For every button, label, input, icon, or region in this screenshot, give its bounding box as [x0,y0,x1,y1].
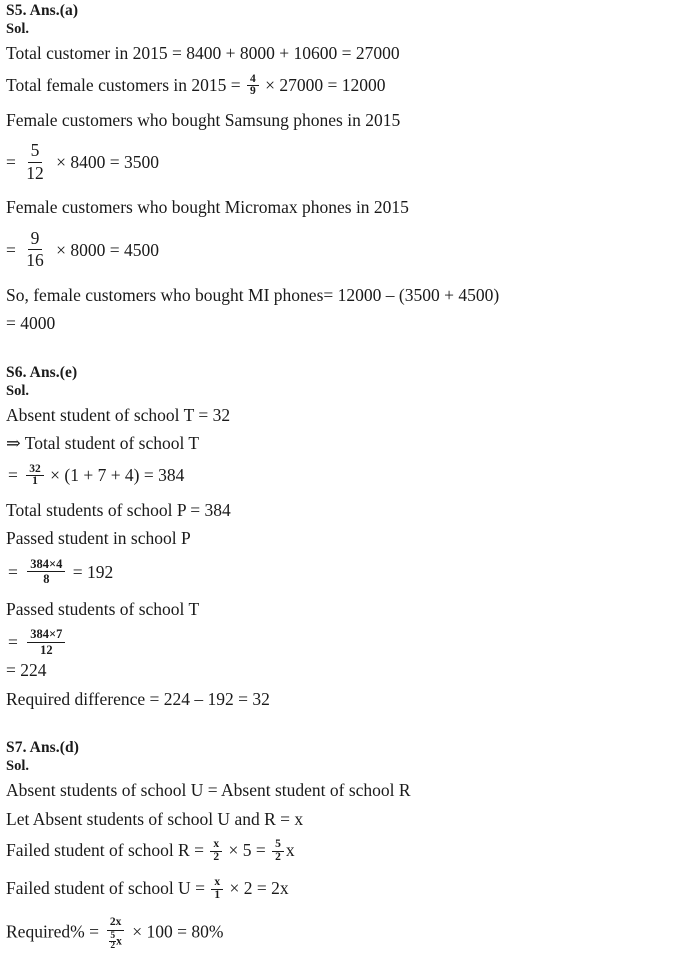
s7-line1-text: Absent students of school U = Absent student of school R [6,780,411,800]
solution-block-s7 [6,739,676,958]
fraction-denominator: 16 [26,250,44,270]
s5-line-micromax-label [6,193,676,222]
s6-line-passed-p-calc [6,553,676,595]
answer-heading-s6: S6. Ans.(e) [6,363,78,381]
block-spacer [6,713,676,739]
s5-line-mi-phones [6,281,676,310]
s6-line-total-t-calc [6,458,676,496]
s5-line1-text: Total customer in 2015 = 8400 + 8000 + 10600 = 27000 [6,43,400,63]
answer-heading-s7: S7. Ans.(d) [6,739,80,756]
fraction-9-over-16 [23,227,47,270]
fraction-denominator: 2 [275,850,281,863]
s5-line2-post: × 27000 = 12000 [265,74,386,95]
fraction-5-over-12 [23,142,47,182]
fraction-denominator: 1 [214,888,221,901]
solution-block-s5 [6,2,676,338]
s5-line-result [6,309,676,338]
s5-line7-text: So, female customers who bought MI phones= 12000 – (3500 + 4500) [6,284,500,305]
s5-line4-post: × 8400 = 3500 [56,152,159,173]
s7-line-failed-u [6,871,676,909]
fraction-numerator: x [211,877,223,890]
s5-line3-text: Female customers who bought Samsung phones in 2015 [6,109,401,130]
s5-line-samsung-calc [6,134,676,193]
complex-fraction-2x-over-5-2-x [106,917,125,952]
denominator-variable: x [116,935,122,948]
sol-label-s5: Sol. [6,21,29,37]
fraction-32-over-1 [26,464,44,488]
s7-line5-pre: Required% = [6,921,99,942]
s6-line-total-p [6,496,676,525]
s7-line-absent-equal [6,776,676,805]
fraction-numerator: 5 [28,142,43,163]
s5-line-total-female [6,68,676,106]
s6-line-required-difference [6,685,676,714]
s5-line2-pre: Total female customers in 2015 = [6,74,241,95]
s7-line3-mid: × 5 = [228,840,266,861]
fraction-denominator: 9 [250,85,256,97]
s6-line5-text: Passed student in school P [6,528,191,548]
s7-line3-pre: Failed student of school R = [6,840,204,861]
inner-fraction-denominator: 2 [110,941,116,951]
solution-block-s6 [6,364,676,714]
s6-line7-text: Passed students of school T [6,598,200,619]
s7-line-failed-r [6,833,676,871]
s5-line6-post: × 8000 = 4500 [56,239,159,260]
s5-line5-text: Female customers who bought Micromax phones in 2015 [6,197,409,217]
s5-line-samsung-label [6,106,676,135]
fraction-x-over-2 [210,839,222,863]
s6-line3-post: × (1 + 7 + 4) = 384 [50,464,185,485]
fraction-numerator: x [210,839,222,852]
s5-line-micromax-calc [6,222,676,281]
fraction-denominator: 1 [32,475,38,487]
fraction-denominator: 2 [213,850,220,863]
fraction-numerator: 9 [28,230,43,251]
answer-heading-s5: S5. Ans.(a) [6,2,79,19]
fraction-x-over-1 [211,877,223,901]
s6-line2-text: ⇒ Total student of school T [6,433,200,453]
s6-line10-text: Required difference = 224 – 192 = 32 [6,688,270,709]
block-spacer [6,338,676,364]
sol-label-s6: Sol. [6,382,29,399]
s6-line1-text: Absent student of school T = 32 [6,404,231,425]
sol-label-s7: Sol. [6,758,29,774]
s6-line-passed-t-result [6,656,676,685]
s6-line6-post: = 192 [72,561,114,582]
s7-line-let-x [6,805,676,834]
s5-line8-text: = 4000 [6,313,56,333]
fraction-denominator: 12 [40,642,53,657]
s6-line9-text: = 224 [6,660,47,680]
fraction-4-over-9 [247,74,259,98]
fraction-denominator: 12 [26,162,44,183]
s6-line-passed-p-label [6,524,676,553]
fraction-numerator: 32 [26,464,44,477]
fraction-numerator: 384×4 [27,558,65,573]
s7-line3-post: x [285,840,295,861]
s6-line6-pre: = [8,561,18,582]
s6-line-absent-t [6,401,676,430]
s7-line5-post: × 100 = 80% [132,921,224,942]
fraction-denominator [106,931,125,952]
inner-fraction-numerator: 5 [110,930,116,941]
fraction-5-over-2 [272,839,284,863]
s6-line3-pre: = [8,464,18,485]
s5-line4-pre: = [6,152,16,173]
fraction-numerator: 5 [272,839,284,852]
fraction-denominator: 8 [43,572,50,586]
inner-fraction-5-over-2 [109,932,116,952]
s7-line4-pre: Failed student of school U = [6,878,205,899]
s7-line2-text: Let Absent students of school U and R = x [6,808,304,829]
s7-line-required-percent [6,909,676,958]
s6-line4-text: Total students of school P = 384 [6,499,231,520]
fraction-384x7-over-12 [27,628,65,656]
s5-line-total-customer [6,39,676,68]
fraction-numerator: 2x [107,917,125,931]
s6-line8-pre: = [8,632,18,653]
fraction-numerator: 384×7 [27,628,65,643]
fraction-384x4-over-8 [27,558,65,586]
fraction-numerator: 4 [247,74,259,87]
s7-line4-post: × 2 = 2x [229,878,289,899]
s6-line-passed-t-label [6,595,676,624]
s5-line6-pre: = [6,239,16,260]
s6-line-total-t-label [6,429,676,458]
